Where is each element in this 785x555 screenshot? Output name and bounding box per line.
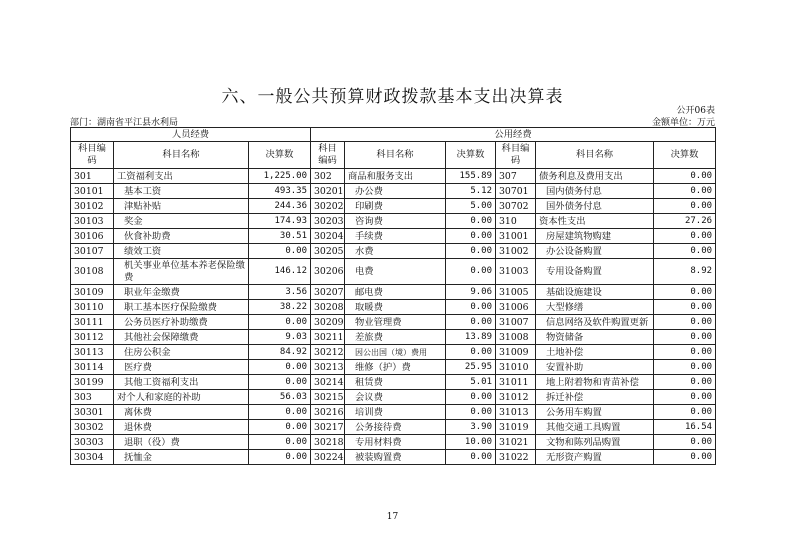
amount-cell: 0.00 (446, 405, 496, 420)
amount-cell: 0.00 (654, 184, 716, 199)
amount-cell: 0.00 (249, 435, 311, 450)
code-cell: 31007 (496, 315, 536, 330)
code-cell: 30216 (311, 405, 345, 420)
code-cell: 30107 (71, 244, 114, 259)
code-cell: 30114 (71, 360, 114, 375)
table-row (71, 285, 716, 300)
amount-cell: 0.00 (249, 420, 311, 435)
code-cell: 30206 (311, 259, 345, 285)
name-cell: 取暖费 (345, 300, 446, 315)
amount-cell: 0.00 (446, 259, 496, 285)
code-cell: 30217 (311, 420, 345, 435)
code-cell: 31002 (496, 244, 536, 259)
amount-cell: 5.00 (446, 199, 496, 214)
expenditure-table (70, 127, 716, 465)
code-cell: 31003 (496, 259, 536, 285)
name-cell: 资本性支出 (536, 214, 654, 229)
name-cell: 职业年金缴费 (114, 285, 249, 300)
amount-cell: 0.00 (446, 390, 496, 405)
name-cell: 职工基本医疗保险缴费 (114, 300, 249, 315)
table-row (71, 169, 716, 184)
name-cell: 办公设备购置 (536, 244, 654, 259)
amount-cell: 84.92 (249, 345, 311, 360)
code-cell: 31012 (496, 390, 536, 405)
table-row (71, 300, 716, 315)
header-name: 科目名称 (345, 142, 446, 169)
header-amount: 决算数 (446, 142, 496, 169)
amount-cell: 8.92 (654, 259, 716, 285)
amount-cell: 27.26 (654, 214, 716, 229)
code-cell: 30205 (311, 244, 345, 259)
code-cell: 31010 (496, 360, 536, 375)
code-cell: 30201 (311, 184, 345, 199)
code-cell: 30302 (71, 420, 114, 435)
amount-cell: 3.90 (446, 420, 496, 435)
name-cell: 专用材料费 (345, 435, 446, 450)
amount-cell: 0.00 (654, 315, 716, 330)
code-cell: 30208 (311, 300, 345, 315)
name-cell: 办公费 (345, 184, 446, 199)
header-amount: 决算数 (654, 142, 716, 169)
amount-cell: 0.00 (654, 169, 716, 184)
amount-cell: 56.03 (249, 390, 311, 405)
table-row (71, 390, 716, 405)
name-cell: 退职（役）费 (114, 435, 249, 450)
code-cell: 30111 (71, 315, 114, 330)
name-cell: 被装购置费 (345, 450, 446, 465)
amount-cell: 0.00 (654, 330, 716, 345)
code-cell: 30218 (311, 435, 345, 450)
amount-cell: 0.00 (249, 360, 311, 375)
name-cell: 住房公积金 (114, 345, 249, 360)
amount-cell: 0.00 (654, 435, 716, 450)
table-row (71, 435, 716, 450)
code-cell: 31011 (496, 375, 536, 390)
amount-cell: 146.12 (249, 259, 311, 285)
amount-cell: 0.00 (446, 315, 496, 330)
amount-cell: 13.89 (446, 330, 496, 345)
code-cell: 31021 (496, 435, 536, 450)
amount-cell: 1,225.00 (249, 169, 311, 184)
code-cell: 30224 (311, 450, 345, 465)
amount-cell: 0.00 (446, 229, 496, 244)
code-cell: 30199 (71, 375, 114, 390)
amount-cell: 38.22 (249, 300, 311, 315)
name-cell: 租赁费 (345, 375, 446, 390)
amount-cell: 0.00 (654, 390, 716, 405)
unit-label: 金额单位：万元 (651, 118, 715, 128)
amount-cell: 30.51 (249, 229, 311, 244)
code-cell: 30701 (496, 184, 536, 199)
amount-cell: 0.00 (654, 285, 716, 300)
name-cell: 退休费 (114, 420, 249, 435)
amount-cell: 25.95 (446, 360, 496, 375)
amount-cell: 0.00 (249, 244, 311, 259)
name-cell: 工资福利支出 (114, 169, 249, 184)
amount-cell: 0.00 (249, 450, 311, 465)
code-cell: 31001 (496, 229, 536, 244)
table-row (71, 214, 716, 229)
code-cell: 30101 (71, 184, 114, 199)
name-cell: 抚恤金 (114, 450, 249, 465)
amount-cell: 3.56 (249, 285, 311, 300)
name-cell: 商品和服务支出 (345, 169, 446, 184)
name-cell: 国外债务付息 (536, 199, 654, 214)
code-cell: 30213 (311, 360, 345, 375)
name-cell: 公务接待费 (345, 420, 446, 435)
code-cell: 30202 (311, 199, 345, 214)
name-cell: 国内债务付息 (536, 184, 654, 199)
code-cell: 30112 (71, 330, 114, 345)
table-row (71, 375, 716, 390)
name-cell: 奖金 (114, 214, 249, 229)
name-cell: 水费 (345, 244, 446, 259)
code-cell: 30304 (71, 450, 114, 465)
code-cell: 30102 (71, 199, 114, 214)
amount-cell: 0.00 (654, 375, 716, 390)
amount-cell: 0.00 (654, 199, 716, 214)
name-cell: 差旅费 (345, 330, 446, 345)
code-cell: 310 (496, 214, 536, 229)
amount-cell: 9.06 (446, 285, 496, 300)
name-cell: 维修（护）费 (345, 360, 446, 375)
code-cell: 301 (71, 169, 114, 184)
name-cell: 物资储备 (536, 330, 654, 345)
code-cell: 30215 (311, 390, 345, 405)
table-row (71, 315, 716, 330)
code-cell: 30303 (71, 435, 114, 450)
name-cell: 地上附着物和青苗补偿 (536, 375, 654, 390)
amount-cell: 244.36 (249, 199, 311, 214)
name-cell: 手续费 (345, 229, 446, 244)
amount-cell: 0.00 (654, 244, 716, 259)
code-cell: 307 (496, 169, 536, 184)
page-number: 17 (386, 512, 399, 522)
amount-cell: 0.00 (249, 375, 311, 390)
amount-cell: 0.00 (654, 345, 716, 360)
name-cell: 对个人和家庭的补助 (114, 390, 249, 405)
amount-cell: 9.03 (249, 330, 311, 345)
name-cell: 物业管理费 (345, 315, 446, 330)
amount-cell: 493.35 (249, 184, 311, 199)
code-cell: 30214 (311, 375, 345, 390)
name-cell: 培训费 (345, 405, 446, 420)
code-cell: 30110 (71, 300, 114, 315)
amount-cell: 0.00 (446, 345, 496, 360)
name-cell: 离休费 (114, 405, 249, 420)
name-cell: 咨询费 (345, 214, 446, 229)
amount-cell: 0.00 (249, 315, 311, 330)
table-row (71, 229, 716, 244)
code-cell: 30109 (71, 285, 114, 300)
name-cell: 土地补偿 (536, 345, 654, 360)
amount-cell: 5.01 (446, 375, 496, 390)
code-cell: 30203 (311, 214, 345, 229)
name-cell: 安置补助 (536, 360, 654, 375)
name-cell: 绩效工资 (114, 244, 249, 259)
table-row (71, 184, 716, 199)
name-cell: 医疗费 (114, 360, 249, 375)
amount-cell: 5.12 (446, 184, 496, 199)
code-cell: 302 (311, 169, 345, 184)
code-cell: 30209 (311, 315, 345, 330)
table-row (71, 420, 716, 435)
amount-cell: 0.00 (249, 405, 311, 420)
table-body (71, 169, 716, 465)
name-cell: 电费 (345, 259, 446, 285)
amount-cell: 0.00 (446, 450, 496, 465)
name-cell: 会议费 (345, 390, 446, 405)
name-cell: 基础设施建设 (536, 285, 654, 300)
header-code: 科目编码 (496, 142, 536, 169)
header-name: 科目名称 (536, 142, 654, 169)
name-cell: 拆迁补偿 (536, 390, 654, 405)
name-cell: 印刷费 (345, 199, 446, 214)
name-cell: 文物和陈列品购置 (536, 435, 654, 450)
table-row (71, 405, 716, 420)
table-row (71, 330, 716, 345)
code-cell: 30106 (71, 229, 114, 244)
table-row (71, 244, 716, 259)
code-cell: 30211 (311, 330, 345, 345)
name-cell: 大型修缮 (536, 300, 654, 315)
code-cell: 31005 (496, 285, 536, 300)
code-cell: 30702 (496, 199, 536, 214)
name-cell: 津贴补贴 (114, 199, 249, 214)
amount-cell: 0.00 (654, 229, 716, 244)
table-row (71, 199, 716, 214)
code-cell: 30204 (311, 229, 345, 244)
amount-cell: 0.00 (654, 450, 716, 465)
code-cell: 31013 (496, 405, 536, 420)
amount-cell: 16.54 (654, 420, 716, 435)
group-header-personnel: 人员经费 (71, 128, 311, 142)
code-cell: 31019 (496, 420, 536, 435)
group-header-public: 公用经费 (311, 128, 716, 142)
name-cell: 公务用车购置 (536, 405, 654, 420)
name-cell: 无形资产购置 (536, 450, 654, 465)
header-code: 科目编码 (71, 142, 114, 169)
header-code: 科目编码 (311, 142, 345, 169)
name-cell: 因公出国（境）费用 (345, 345, 446, 360)
table-row (71, 360, 716, 375)
name-cell: 房屋建筑物购建 (536, 229, 654, 244)
code-cell: 30113 (71, 345, 114, 360)
code-cell: 31022 (496, 450, 536, 465)
amount-cell: 0.00 (446, 244, 496, 259)
name-cell: 公务员医疗补助缴费 (114, 315, 249, 330)
header-amount: 决算数 (249, 142, 311, 169)
code-cell: 31006 (496, 300, 536, 315)
amount-cell: 0.00 (654, 405, 716, 420)
amount-cell: 0.00 (654, 360, 716, 375)
name-cell: 邮电费 (345, 285, 446, 300)
amount-cell: 0.00 (446, 214, 496, 229)
amount-cell: 0.00 (654, 300, 716, 315)
amount-cell: 155.89 (446, 169, 496, 184)
header-name: 科目名称 (114, 142, 249, 169)
amount-cell: 174.93 (249, 214, 311, 229)
table-title: 六、一般公共预算财政拨款基本支出决算表 (221, 87, 564, 107)
name-cell: 基本工资 (114, 184, 249, 199)
code-cell: 303 (71, 390, 114, 405)
code-cell: 31009 (496, 345, 536, 360)
amount-cell: 10.00 (446, 435, 496, 450)
name-cell: 其他交通工具购置 (536, 420, 654, 435)
code-cell: 30301 (71, 405, 114, 420)
code-cell: 30108 (71, 259, 114, 285)
amount-cell: 0.00 (446, 300, 496, 315)
code-cell: 30103 (71, 214, 114, 229)
table-code: 公开06表 (676, 106, 715, 116)
name-cell: 机关事业单位基本养老保险缴费 (114, 259, 249, 285)
code-cell: 30212 (311, 345, 345, 360)
table-row (71, 259, 716, 285)
department-label: 部门：湖南省平江县水利局 (70, 118, 179, 128)
code-cell: 31008 (496, 330, 536, 345)
name-cell: 信息网络及软件购置更新 (536, 315, 654, 330)
name-cell: 债务利息及费用支出 (536, 169, 654, 184)
name-cell: 其他工资福利支出 (114, 375, 249, 390)
name-cell: 伙食补助费 (114, 229, 249, 244)
name-cell: 其他社会保障缴费 (114, 330, 249, 345)
code-cell: 30207 (311, 285, 345, 300)
table-row (71, 450, 716, 465)
table-row (71, 345, 716, 360)
name-cell: 专用设备购置 (536, 259, 654, 285)
